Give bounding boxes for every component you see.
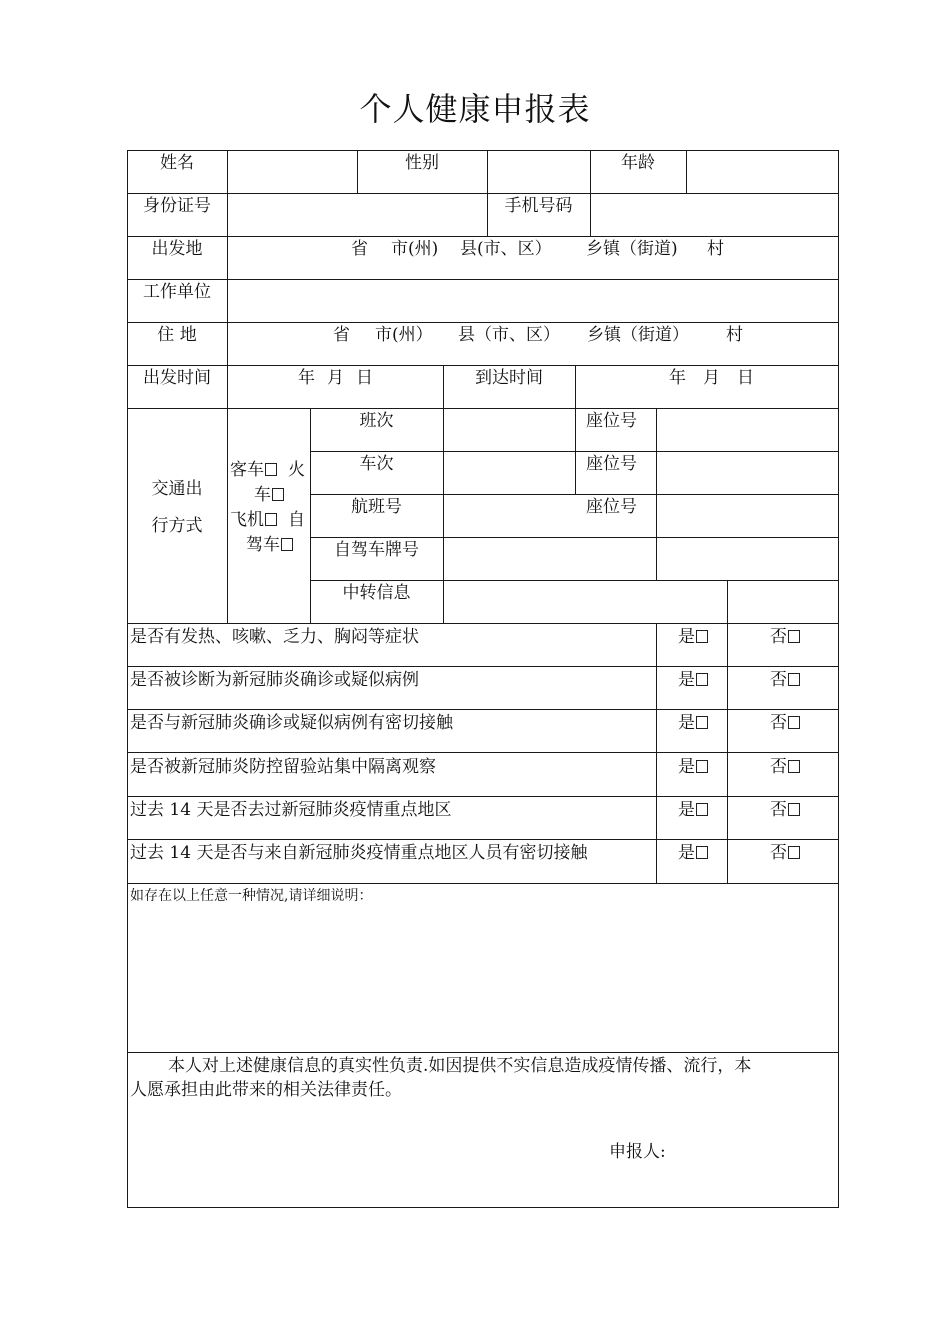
yes-checkbox[interactable]	[696, 716, 708, 729]
no-option[interactable]	[770, 713, 800, 733]
residence-city-label: 市(州）	[375, 325, 433, 345]
question-text: 过去 14 天是否去过新冠肺炎疫情重点地区	[130, 800, 452, 820]
row-divider	[127, 796, 839, 797]
row-divider	[127, 1052, 839, 1053]
yes-label: 是	[678, 713, 695, 733]
residence-village-label: 村	[726, 325, 743, 345]
no-label: 否	[770, 670, 787, 690]
label-transfer: 中转信息	[342, 583, 411, 603]
bus-checkbox[interactable]	[265, 463, 277, 476]
label-seat-1: 座位号	[586, 411, 637, 431]
selfdrive-checkbox[interactable]	[281, 538, 293, 551]
option-selfdrive-part1: 自	[288, 510, 305, 530]
dep-day-label: 日	[356, 368, 373, 388]
yes-option[interactable]	[678, 713, 708, 733]
option-plane[interactable]	[230, 510, 277, 530]
no-checkbox[interactable]	[788, 716, 800, 729]
row-divider	[127, 666, 839, 667]
label-arrival-time: 到达时间	[475, 368, 543, 388]
yes-checkbox[interactable]	[696, 846, 708, 859]
question-text: 是否被新冠肺炎防控留验站集中隔离观察	[130, 757, 436, 777]
name-field[interactable]	[228, 151, 357, 193]
label-plate: 自驾车牌号	[334, 540, 419, 560]
age-field[interactable]	[687, 151, 838, 193]
question-text: 过去 14 天是否与来自新冠肺炎疫情重点地区人员有密切接触	[130, 843, 588, 863]
table-border-bottom	[127, 1207, 839, 1208]
residence-province-label: 省	[333, 325, 350, 345]
label-gender: 性别	[405, 153, 439, 173]
row-divider	[127, 709, 839, 710]
declarant-signature-field[interactable]	[670, 1138, 830, 1166]
no-option[interactable]	[770, 757, 800, 777]
transport-label-line2: 行方式	[151, 516, 203, 536]
row-divider	[310, 494, 839, 495]
work-unit-field[interactable]	[228, 280, 838, 322]
no-label: 否	[770, 800, 787, 820]
label-work-unit: 工作单位	[143, 282, 211, 302]
explain-textarea[interactable]	[130, 906, 835, 1048]
yes-label: 是	[678, 800, 695, 820]
label-id-number: 身份证号	[143, 196, 211, 216]
row-divider	[127, 752, 839, 753]
yes-label: 是	[678, 670, 695, 690]
departure-county-label: 县(市、区）	[460, 239, 552, 259]
plane-checkbox[interactable]	[265, 513, 277, 526]
no-checkbox[interactable]	[788, 760, 800, 773]
dep-month-label: 月	[327, 368, 344, 388]
label-flight: 航班号	[351, 497, 402, 517]
declaration-line1: 本人对上述健康信息的真实性负责.如因提供不实信息造成疫情传播、流行，本	[168, 1056, 752, 1076]
col-divider	[443, 365, 444, 623]
row-divider	[127, 322, 839, 323]
explain-label: 如存在以上任意一种情况,请详细说明：	[130, 888, 373, 904]
departure-village-label: 村	[707, 239, 724, 259]
departure-province-label: 省	[351, 239, 368, 259]
no-option[interactable]	[770, 627, 800, 647]
col-divider	[227, 408, 228, 623]
yes-label: 是	[678, 757, 695, 777]
option-selfdrive-part2[interactable]: 驾车	[246, 535, 293, 555]
arr-day-label: 日	[737, 368, 754, 388]
yes-option[interactable]	[678, 627, 708, 647]
col-divider	[656, 623, 657, 883]
page-title: 个人健康申报表	[359, 90, 591, 128]
yes-checkbox[interactable]	[696, 673, 708, 686]
col-divider	[575, 365, 576, 494]
option-bus-label: 客车	[230, 460, 264, 480]
no-label: 否	[770, 757, 787, 777]
no-label: 否	[770, 627, 787, 647]
row-divider	[310, 580, 839, 581]
residence-county-label: 县（市、区）	[458, 325, 560, 345]
row-divider	[127, 365, 839, 366]
no-label: 否	[770, 713, 787, 733]
yes-label: 是	[678, 843, 695, 863]
label-seat-3: 座位号	[586, 497, 637, 517]
residence-town-label: 乡镇（街道）	[587, 325, 689, 345]
id-number-field[interactable]	[228, 194, 487, 236]
no-checkbox[interactable]	[788, 803, 800, 816]
question-text: 是否有发热、咳嗽、乏力、胸闷等症状	[130, 627, 419, 647]
label-residence: 住 地	[157, 325, 197, 345]
no-label: 否	[770, 843, 787, 863]
yes-option[interactable]	[678, 843, 708, 863]
yes-checkbox[interactable]	[696, 760, 708, 773]
question-text: 是否被诊断为新冠肺炎确诊或疑似病例	[130, 670, 419, 690]
label-name: 姓名	[160, 153, 194, 173]
phone-field[interactable]	[591, 194, 838, 236]
option-train-part1: 火	[288, 460, 305, 480]
label-shift: 班次	[359, 411, 394, 431]
arr-month-label: 月	[703, 368, 720, 388]
transport-label-line1: 交通出	[151, 479, 203, 499]
arr-year-label: 年	[669, 368, 686, 388]
label-phone: 手机号码	[504, 196, 573, 216]
label-seat-2: 座位号	[586, 454, 637, 474]
label-age: 年龄	[621, 153, 655, 173]
no-checkbox[interactable]	[788, 630, 800, 643]
table-border-right	[838, 150, 839, 1208]
option-plane-label: 飞机	[230, 510, 264, 530]
col-divider	[727, 580, 728, 883]
row-divider	[127, 839, 839, 840]
dep-year-label: 年	[298, 368, 315, 388]
no-checkbox[interactable]	[788, 673, 800, 686]
gender-field[interactable]	[488, 151, 590, 193]
declaration-line2: 人愿承担由此带来的相关法律责任。	[130, 1080, 402, 1100]
departure-city-label: 市(州)	[391, 239, 439, 259]
option-bus[interactable]	[230, 460, 277, 480]
yes-option[interactable]	[678, 800, 708, 820]
yes-checkbox[interactable]	[696, 803, 708, 816]
label-departure: 出发地	[151, 239, 203, 259]
table-border-left	[127, 150, 128, 1208]
col-divider	[656, 408, 657, 580]
row-divider	[127, 623, 839, 624]
no-option[interactable]	[770, 800, 800, 820]
yes-checkbox[interactable]	[696, 630, 708, 643]
declarant-label: 申报人:	[609, 1142, 666, 1162]
row-divider	[127, 883, 839, 884]
departure-town-label: 乡镇（街道)	[586, 239, 678, 259]
label-train: 车次	[359, 454, 394, 474]
label-departure-time: 出发时间	[143, 368, 211, 388]
row-divider	[127, 236, 839, 237]
yes-label: 是	[678, 627, 695, 647]
question-text: 是否与新冠肺炎确诊或疑似病例有密切接触	[130, 713, 453, 733]
row-divider	[310, 537, 839, 538]
no-option[interactable]	[770, 843, 800, 863]
row-divider	[127, 408, 839, 409]
train-checkbox[interactable]	[272, 488, 284, 501]
option-train-part2[interactable]: 车	[254, 485, 284, 505]
no-checkbox[interactable]	[788, 846, 800, 859]
no-option[interactable]	[770, 670, 800, 690]
yes-option[interactable]	[678, 670, 708, 690]
yes-option[interactable]	[678, 757, 708, 777]
